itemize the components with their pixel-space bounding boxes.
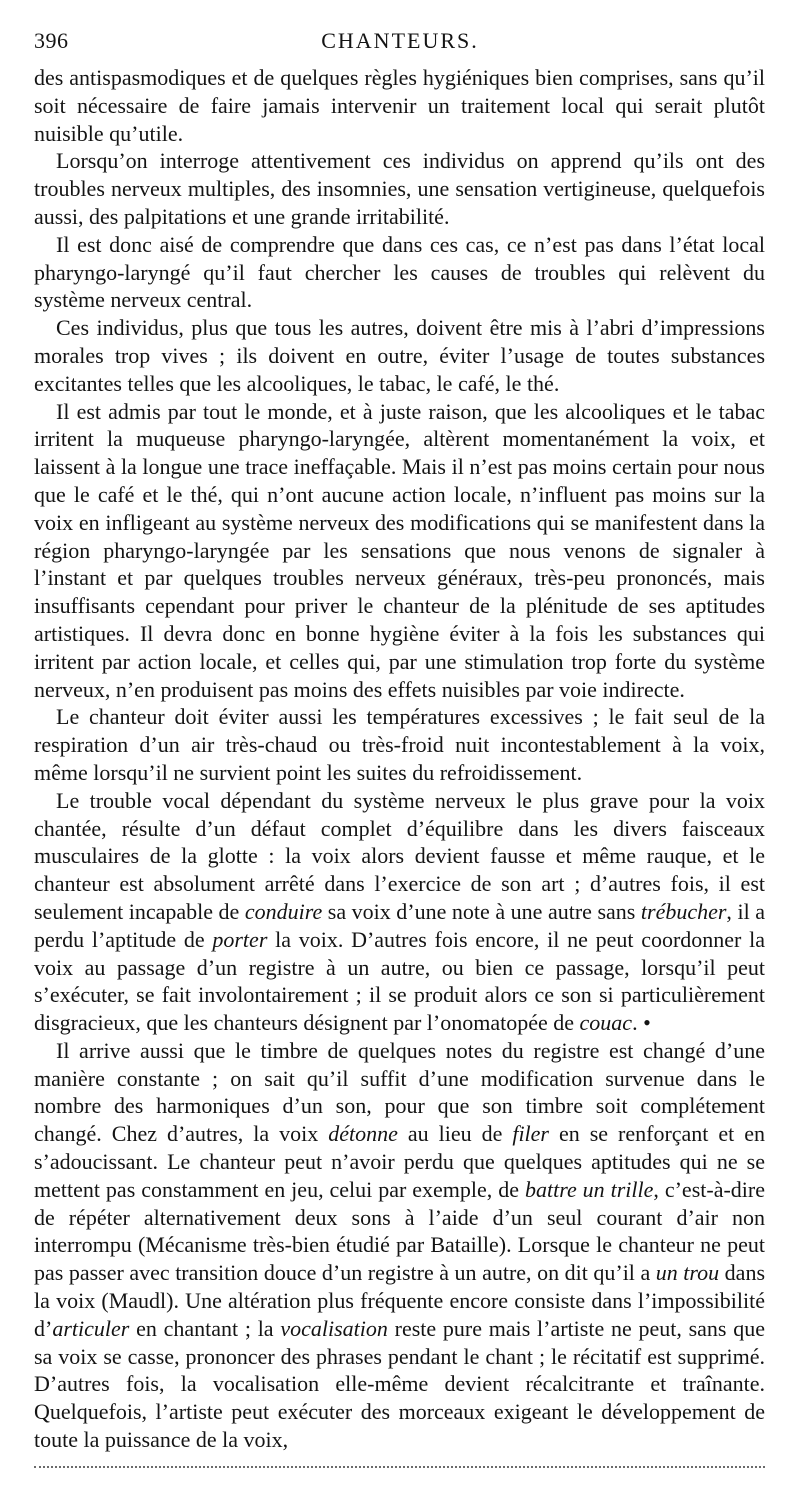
text-run: au lieu de <box>397 1121 513 1147</box>
text-run: Ces individus, plus que tous les autres, doivent être mis à l’abri d’impressions morales trop vives ; ils doivent en outre, éviter l’usage de toutes substances excitantes telles que les alcooliques, le tabac, le café, le thé. <box>34 315 765 396</box>
text-run: Lorsqu’on interroge attentivement ces individus on apprend qu’ils ont des troubles nerveux multiples, des insomnies, une sensation vertigineuse, quelquefois aussi, des palpitations et une grande irritabilité. <box>34 148 765 229</box>
text-run: Le chanteur doit éviter aussi les températures excessives ; le fait seul de la respiration d’un air très-chaud ou très-froid nuit incontestablement à la voix, même lorsqu’il ne survient point les suites du refroidissement. <box>34 704 765 785</box>
paragraph <box>34 314 765 397</box>
text-run: Le trouble vocal dépendant du système nerveux le plus grave pour la voix chantée, résulte d’un défaut complet d’équilibre dans les divers faisceaux musculaires de la glotte : la voix alors devient fausse et même rauque, et le chanteur est absolument arrêté dans l’exercice de son art ; d’autres fois, il est seulement incapable de <box>34 787 765 924</box>
paragraph <box>34 64 765 147</box>
italic-term: trébucher <box>640 898 727 924</box>
page-number: 396 <box>34 28 69 53</box>
text-run: en se renforçant et en s’adoucissant. Le chanteur peut n’avoir perdu que quelques aptitudes qui ne se mettent pas constamment en jeu, celui par exemple, de <box>34 1121 765 1202</box>
italic-term: vocalisation <box>280 1315 388 1341</box>
italic-term: battre un trille <box>524 1176 654 1202</box>
text-run: , il a perdu l’aptitude de <box>34 898 765 952</box>
paragraph <box>34 147 765 230</box>
italic-term: conduire <box>244 898 323 924</box>
running-head: CHANTEURS. <box>321 28 479 53</box>
text-run: . • <box>632 1010 651 1036</box>
paragraph <box>34 1037 765 1454</box>
text-run: sa voix d’une note à une autre sans <box>322 898 641 924</box>
italic-term: un trou <box>655 1260 720 1286</box>
italic-term: porter <box>212 926 268 952</box>
footer-dotted-rule <box>34 1466 765 1468</box>
paragraph <box>34 231 765 314</box>
text-run: Il arrive aussi que le timbre de quelques notes du registre est changé d’une manière constante ; on sait qu’il suffit d’une modification survenue dans le nombre des harmoniques d’un son, pour que son timbre soit complétement changé. Chez d’autres, la voix <box>34 1037 765 1147</box>
text-run: Il est admis par tout le monde, et à juste raison, que les alcooliques et le tabac irritent la muqueuse pharyngo-laryngée, altèrent momentanément la voix, et laissent à la longue une trace ineffaçable. Mais il n’est pas moins certain pour nous que le café et le thé, qui n’ont aucune action locale, n’influent pas moins sur la voix en infligeant au système nerveux des modifications qui se manifestent dans la région pharyngo-laryngée par les sensations que nous venons de signaler à l’instant et par quelques troubles nerveux généraux, très-peu prononcés, mais insuffisants cependant pour priver le chanteur de la plénitude de ses aptitudes artistiques. Il devra donc en bonne hygiène éviter à la fois les substances qui irritent par action locale, et celles qui, par une stimulation trop forte du système nerveux, n’en produisent pas moins des effets nuisibles par voie indirecte. <box>34 398 765 702</box>
page-header <box>34 28 766 58</box>
paragraph <box>34 398 765 704</box>
italic-term: filer <box>512 1121 549 1147</box>
italic-term: articuler <box>52 1315 130 1341</box>
text-run: Il est donc aisé de comprendre que dans ces cas, ce n’est pas dans l’état local pharyngo-laryngé qu’il faut chercher les causes de troubles qui relèvent du système nerveux central. <box>34 231 765 313</box>
text-run: , c’est-à-dire de répéter alternativement deux sons à l’aide d’un seul courant d’air non interrompu (Mécanisme très-bien étudié par Bataille). Lorsque le chanteur ne peut pas passer avec transition douce d’un registre à un autre, on dit qu’il a <box>34 1176 765 1286</box>
text-run: reste pure mais l’artiste ne peut, sans que sa voix se casse, prononcer des phrases pendant le chant ; le récitatif est supprimé. D’autres fois, la vocalisation elle-même devient récalcitrante et traînante. Quelquefois, l’artiste peut exécuter des morceaux exigeant le développement de toute la puissance de la voix, <box>34 1315 765 1453</box>
text-run: la voix. D’autres fois encore, il ne peut coordonner la voix au passage d’un registre à un autre, ou bien ce passage, lorsqu’il peut s’exécuter, se fait involontairement ; il se produit alors ce son si particulièrement disgracieux, que les chanteurs désignent par l’onomatopée de <box>34 926 765 1036</box>
italic-term: couac <box>579 1010 633 1036</box>
italic-term: détonne <box>328 1121 398 1147</box>
text-run: des antispasmodiques et de quelques règles hygiéniques bien comprises, sans qu’il soit nécessaire de faire jamais intervenir un traitement local qui serait plutôt nuisible qu’utile. <box>34 65 765 146</box>
body-text <box>34 64 765 1454</box>
text-run: en chantant ; la <box>129 1315 281 1341</box>
paragraph <box>34 787 765 1037</box>
paragraph <box>34 703 765 786</box>
text-run: dans la voix (Maudl). Une altération plus fréquente encore consiste dans l’impossibilité d’ <box>34 1260 765 1341</box>
